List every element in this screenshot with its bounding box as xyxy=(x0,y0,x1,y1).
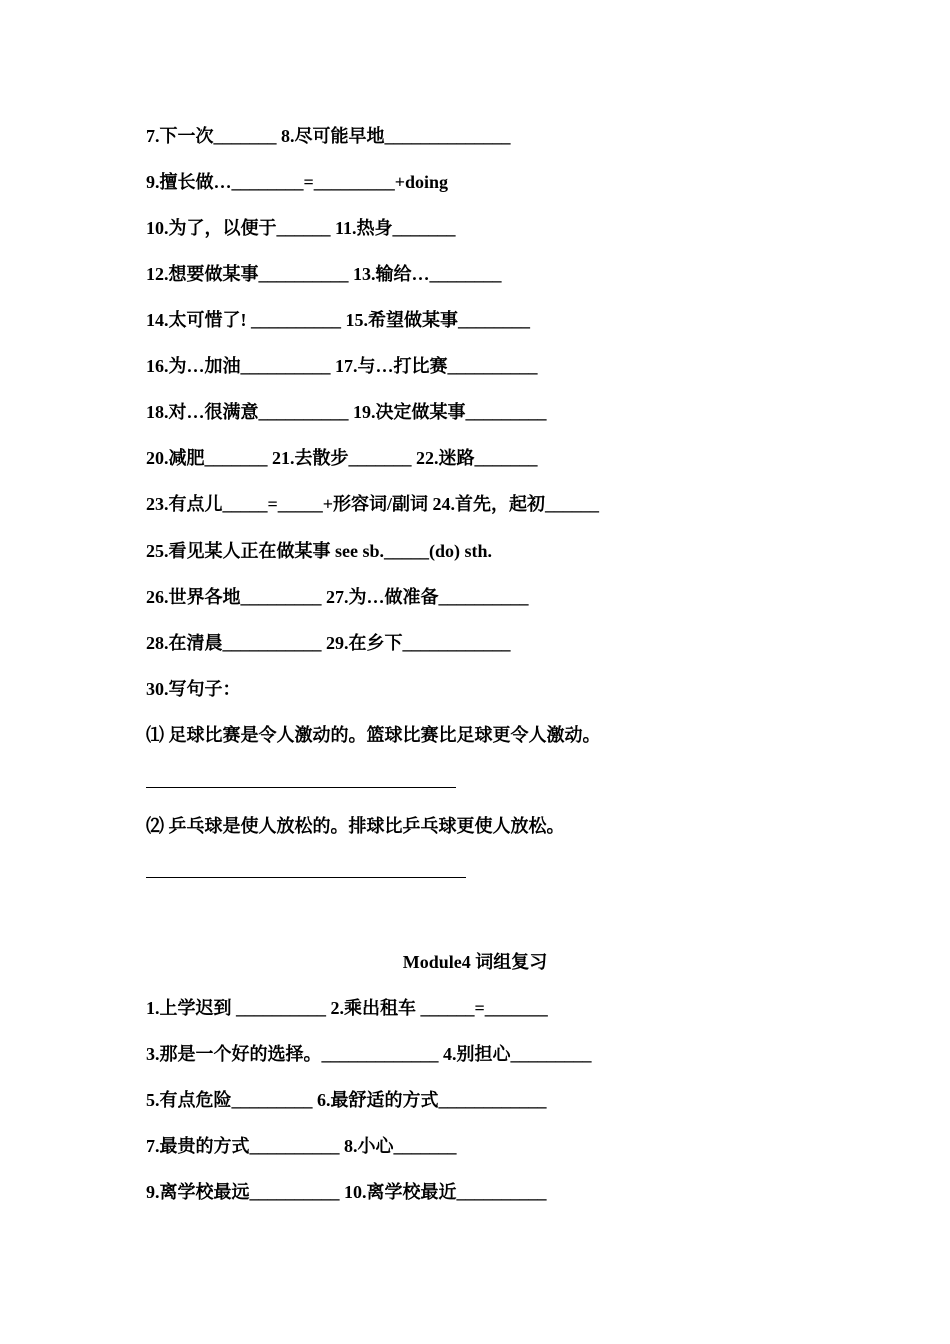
exercise-line: 7.最贵的方式__________ 8.小心_______ xyxy=(146,1136,457,1156)
exercise-line: 25.看见某人正在做某事 see sb._____(do) sth. xyxy=(146,541,493,561)
sentence-prompt-1: ⑴ 足球比赛是令人激动的。篮球比赛比足球更令人激动。 xyxy=(146,725,601,745)
exercise-line: 7.下一次_______ 8.尽可能早地______________ xyxy=(146,126,511,146)
answer-blank-2[interactable] xyxy=(146,877,466,878)
exercise-line: 14.太可惜了! __________ 15.希望做某事________ xyxy=(146,310,530,330)
exercise-line: 9.擅长做…________=_________+doing xyxy=(146,172,449,192)
exercise-line: 3.那是一个好的选择。_____________ 4.别担心_________ xyxy=(146,1044,592,1064)
exercise-line: 12.想要做某事__________ 13.输给…________ xyxy=(146,264,502,284)
exercise-line: 30.写句子： xyxy=(146,679,241,699)
exercise-line: 28.在清晨___________ 29.在乡下____________ xyxy=(146,633,511,653)
exercise-line: 9.离学校最远__________ 10.离学校最近__________ xyxy=(146,1182,547,1202)
exercise-line: 1.上学迟到 __________ 2.乘出租车 ______=_______ xyxy=(146,998,548,1018)
exercise-line: 5.有点危险_________ 6.最舒适的方式____________ xyxy=(146,1090,547,1110)
answer-blank-1[interactable] xyxy=(146,787,456,788)
section-title: Module4 词组复习 xyxy=(402,952,548,972)
sentence-prompt-2: ⑵ 乒乓球是使人放松的。排球比乒乓球更使人放松。 xyxy=(146,816,565,836)
exercise-line: 10.为了，以便于______ 11.热身_______ xyxy=(146,218,456,238)
exercise-line: 18.对…很满意__________ 19.决定做某事_________ xyxy=(146,402,547,422)
exercise-line: 26.世界各地_________ 27.为…做准备__________ xyxy=(146,587,529,607)
exercise-line: 20.减肥_______ 21.去散步_______ 22.迷路_______ xyxy=(146,448,538,468)
exercise-line: 23.有点儿_____=_____+形容词/副词 24.首先，起初______ xyxy=(146,494,600,514)
exercise-line: 16.为…加油__________ 17.与…打比赛__________ xyxy=(146,356,538,376)
